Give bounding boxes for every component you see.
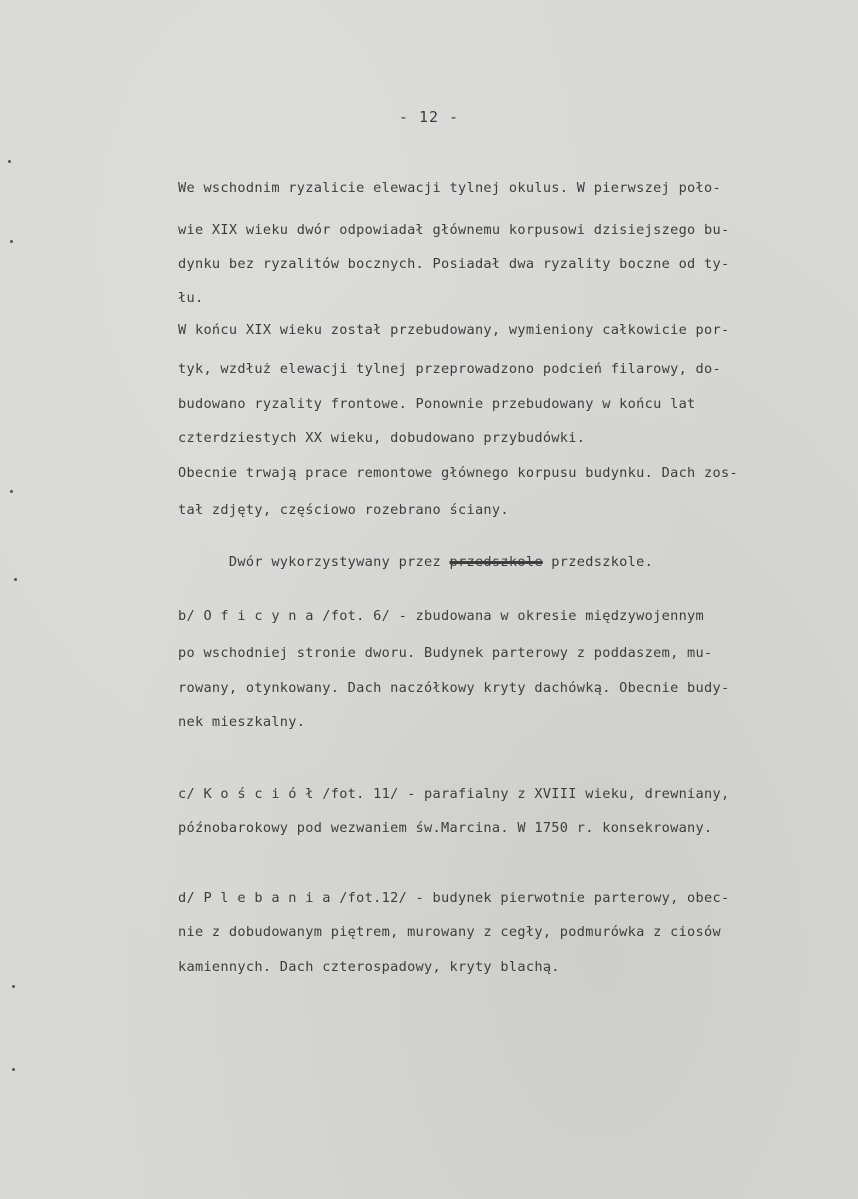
text-line-struck xyxy=(178,538,653,586)
text-line: dynku bez ryzalitów bocznych. Posiadał dwa ryzality boczne od ty- xyxy=(178,256,730,272)
text-line: po wschodniej stronie dworu. Budynek parterowy z poddaszem, mu- xyxy=(178,645,713,661)
text-line: We wschodnim ryzalicie elewacji tylnej okulus. W pierwszej poło- xyxy=(178,180,721,196)
text-line: łu. xyxy=(178,290,204,306)
struck-line-before: Dwór wykorzystywany przez xyxy=(228,554,450,570)
text-line: c/ K o ś c i ó ł /fot. 11/ - parafialny z XVIII wieku, drewniany, xyxy=(178,786,730,802)
margin-mark xyxy=(10,490,13,493)
margin-mark xyxy=(12,1068,15,1071)
margin-mark xyxy=(8,160,11,163)
text-line: kamiennych. Dach czterospadowy, kryty blachą. xyxy=(178,959,560,975)
text-line: rowany, otynkowany. Dach naczółkowy kryty dachówką. Obecnie budy- xyxy=(178,680,730,696)
margin-mark xyxy=(12,985,15,988)
text-line: późnobarokowy pod wezwaniem św.Marcina. W 1750 r. konsekrowany. xyxy=(178,820,713,836)
text-line: wie XIX wieku dwór odpowiadał głównemu korpusowi dzisiejszego bu- xyxy=(178,222,730,238)
text-line: b/ O f i c y n a /fot. 6/ - zbudowana w okresie międzywojennym xyxy=(178,608,705,624)
margin-mark xyxy=(10,240,13,243)
text-line: nie z dobudowanym piętrem, murowany z cegły, podmurówka z ciosów xyxy=(178,924,721,940)
struck-line-after: przedszkole. xyxy=(542,554,654,570)
text-line: nek mieszkalny. xyxy=(178,714,306,730)
struck-through-word: przedszkole xyxy=(449,554,543,570)
page-number: - 12 - xyxy=(398,108,460,126)
text-line: W końcu XIX wieku został przebudowany, wymieniony całkowicie por- xyxy=(178,322,730,338)
text-line: Obecnie trwają prace remontowe głównego korpusu budynku. Dach zos- xyxy=(178,465,738,481)
margin-mark xyxy=(14,578,17,581)
text-line: czterdziestych XX wieku, dobudowano przybudówki. xyxy=(178,430,586,446)
text-line: tyk, wzdłuż elewacji tylnej przeprowadzono podcień filarowy, do- xyxy=(178,361,721,377)
text-line: tał zdjęty, częściowo rozebrano ściany. xyxy=(178,502,509,518)
text-line: budowano ryzality frontowe. Ponownie przebudowany w końcu lat xyxy=(178,396,696,412)
text-line: d/ P l e b a n i a /fot.12/ - budynek pierwotnie parterowy, obec- xyxy=(178,890,730,906)
